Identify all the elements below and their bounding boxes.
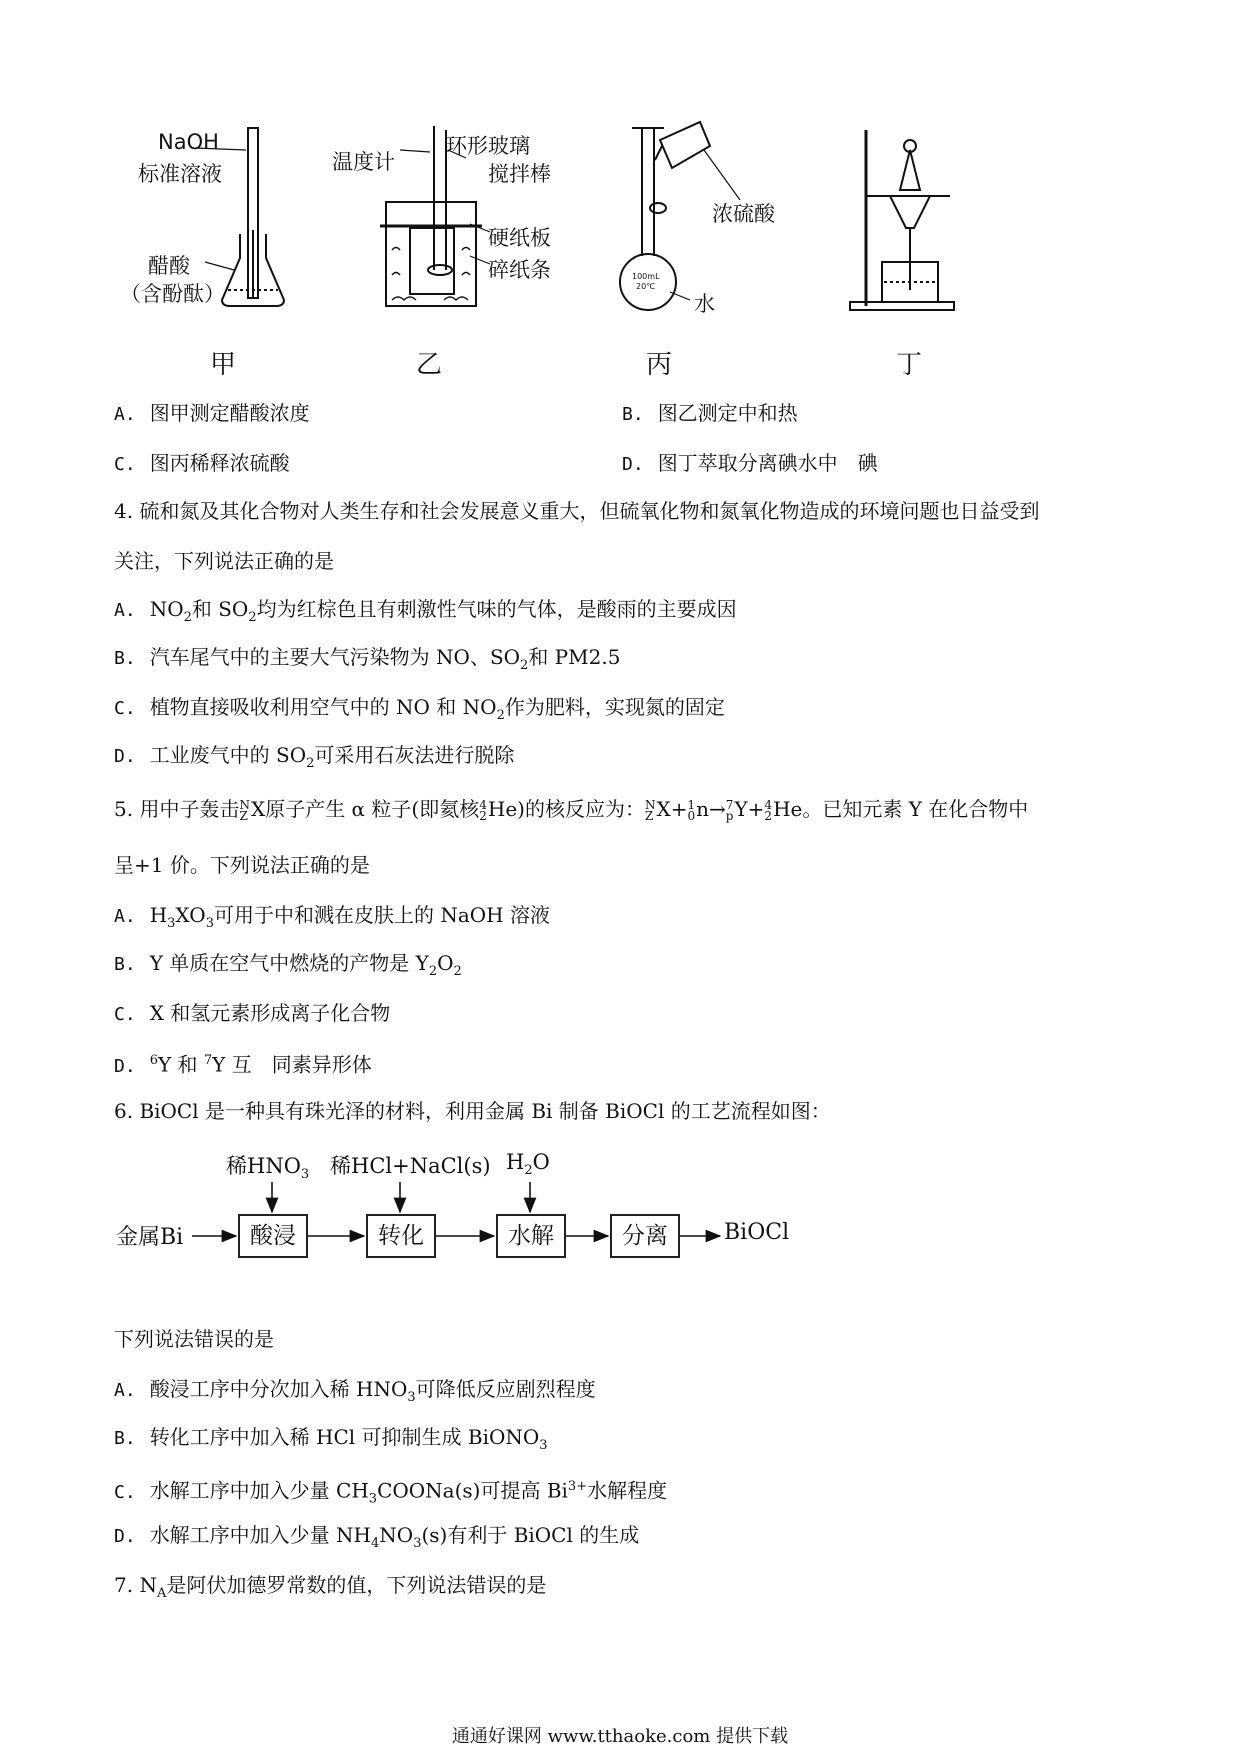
flow-step-hydrolysis: 水解 [496, 1214, 566, 1258]
reaction-n-indices: 1 0 [687, 797, 696, 823]
flask-temp-label: 20℃ [636, 282, 656, 291]
q3-option-c: C. 图丙稀释浓硫酸 [114, 451, 290, 475]
q6-option-d: D. 水解工序中加入少量 $NH_4NO_3(s)$有利于 BiOCl 的生成 [114, 1523, 640, 1551]
flow-step-acid-leach: 酸浸 [238, 1214, 308, 1258]
flow-reagent-hcl-nacl: 稀HCl+NaCl(s) [330, 1154, 491, 1178]
yi-label-board: 硬纸板 [488, 226, 551, 250]
yi-label-stirrer-1: 环形玻璃 [446, 134, 530, 158]
q5-option-b: B. Y 单质在空气中燃烧的产物是 $Y_2O_2$ [114, 951, 462, 979]
jia-label-naoh: NaOH [158, 130, 219, 154]
q4-option-a: A. $NO_2$和 $SO_2$均为红棕色且有刺激性气味的气体，是酸雨的主要成因 [114, 597, 737, 625]
page-footer: 通通好课网 www.tthaoke.com 提供下载 [451, 1726, 789, 1747]
flow-arrows [0, 1170, 1240, 1270]
flow-step-separation: 分离 [610, 1214, 680, 1258]
flow-end: BiOCl [724, 1220, 790, 1245]
separatory-funnel-diagram [850, 130, 954, 310]
q3-option-d: D. 图丁萃取分离碘水中 碘 [622, 451, 878, 475]
flow-start: 金属Bi [116, 1225, 184, 1250]
yi-label-paper: 碎纸条 [488, 258, 551, 282]
q6-lead: 下列说法错误的是 [114, 1327, 274, 1351]
nuclide-he-indices: 4 2 [479, 797, 487, 823]
yi-label-stirrer-2: 搅拌棒 [488, 162, 551, 186]
q4-stem-line-1: 4. 硫和氮及其化合物对人类生存和社会发展意义重大，但硫氧化物和氮氧化物造成的环境问题也日益受到 [114, 499, 1040, 523]
flask-volume-label: 100mL [632, 272, 660, 281]
q5-option-c: C. X 和氢元素形成离子化合物 [114, 1001, 391, 1025]
flow-step-conversion: 转化 [366, 1214, 436, 1258]
q4-option-c: C. 植物直接吸收利用空气中的 NO 和 $NO_2$作为肥料，实现氮的固定 [114, 695, 725, 723]
bing-label-acid: 浓硫酸 [712, 202, 775, 226]
caption-ding: 丁 [896, 350, 923, 380]
caption-jia: 甲 [210, 350, 237, 380]
q5-option-a: A. $H_3XO_3$可用于中和溅在皮肤上的 NaOH 溶液 [114, 903, 550, 931]
q6-option-c: C. 水解工序中加入少量 $CH_3COONa(s)$可提高 $Bi^{3+}$水解程度 [114, 1478, 668, 1507]
flow-reagent-hno3: 稀$HNO_3$ [226, 1154, 310, 1183]
q4-option-b: B. 汽车尾气中的主要大气污染物为 NO、$SO_2$和 PM2.5 [114, 645, 621, 673]
jia-label-phenolphthalein: （含酚酞） [120, 282, 225, 306]
q6-option-b: B. 转化工序中加入稀 HCl 可抑制生成 BiONO$_3$ [114, 1425, 548, 1453]
q3-option-b: B. 图乙测定中和热 [622, 401, 798, 425]
q4-stem-line-2: 关注，下列说法正确的是 [114, 549, 334, 573]
caption-bing: 丙 [646, 350, 673, 380]
caption-yi: 乙 [416, 350, 443, 380]
jia-label-standard-solution: 标准溶液 [138, 162, 222, 186]
reaction-y-indices: 7 p [725, 797, 734, 823]
q6-option-a: A. 酸浸工序中分次加入稀 $HNO_3$可降低反应剧烈程度 [114, 1377, 596, 1405]
reaction-he-indices: 4 2 [764, 797, 773, 823]
q5-stem-line-2: 呈+1 价。下列说法正确的是 [114, 853, 370, 877]
q3-option-a: A. 图甲测定醋酸浓度 [114, 401, 310, 425]
q7-stem: 7. $N_A$是阿伏加德罗常数的值，下列说法错误的是 [114, 1573, 547, 1601]
flow-reagent-water: $H_2O$ [506, 1150, 550, 1179]
q6-stem: 6. BiOCl 是一种具有珠光泽的材料，利用金属 Bi 制备 BiOCl 的工艺流程如图： [114, 1099, 831, 1123]
q4-option-d: D. 工业废气中的 $SO_2$可采用石灰法进行脱除 [114, 743, 515, 771]
nuclide-x-indices: N Z [239, 797, 250, 823]
q5-stem-line-1: 5. 用中子轰击 N Z X原子产生 α 粒子(即氦核 4 2 He)的核反应为： N Z X+ 1 0 n→ 7 p Y+ 4 2 He。已知元素 Y 在化合物中 [114, 797, 1029, 823]
reaction-x-indices: N Z [644, 797, 656, 823]
yi-label-thermometer: 温度计 [332, 150, 395, 174]
bing-label-water: 水 [694, 292, 715, 316]
q5-option-d: D. $^6$Y 和 $^7$Y 互 同素异形体 [114, 1052, 372, 1077]
jia-label-acetic-acid: 醋酸 [148, 254, 190, 278]
